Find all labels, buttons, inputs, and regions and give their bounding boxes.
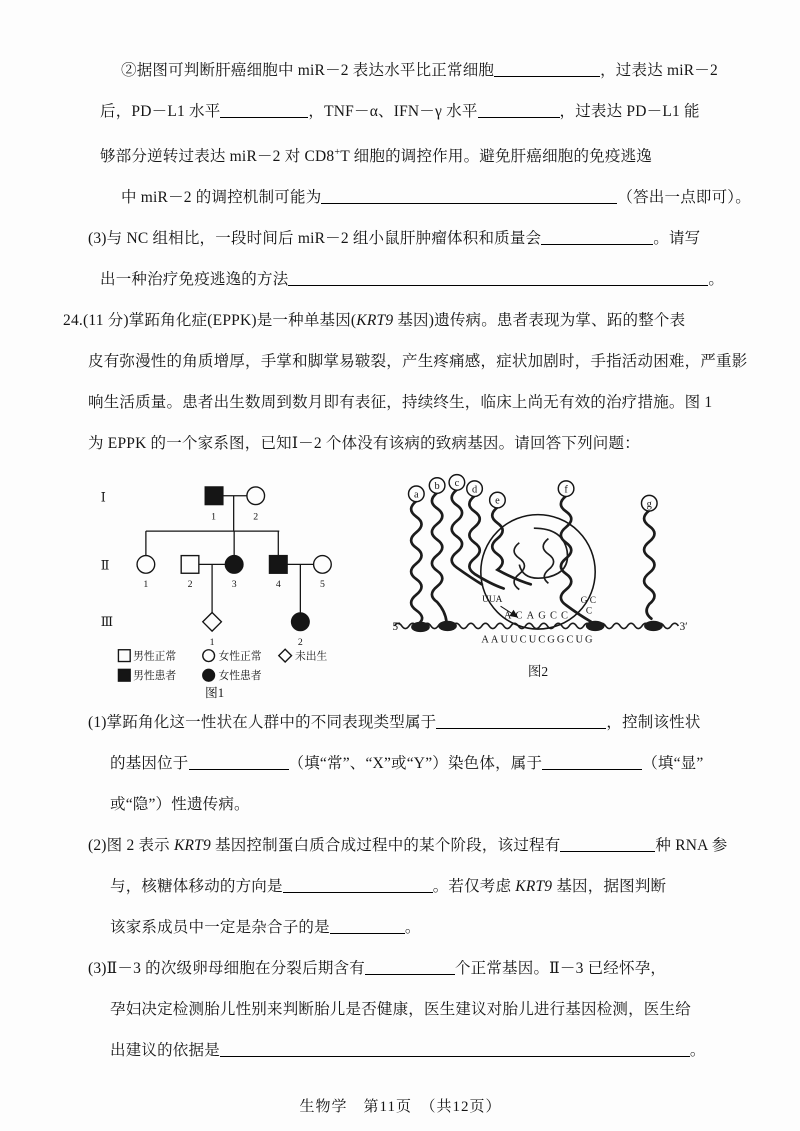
q24-2-line-3 xyxy=(63,907,738,948)
answer-blank xyxy=(321,189,617,204)
superscript-plus: + xyxy=(334,147,341,158)
ribosomes xyxy=(411,621,663,632)
text-segment: (3)Ⅱ－3 的次级卵母细胞在分裂后期含有 xyxy=(88,960,365,978)
text-segment: 。 xyxy=(689,1042,706,1060)
answer-blank xyxy=(365,960,455,975)
legend-unborn-icon xyxy=(279,649,292,662)
text-segment: 基因)遗传病。患者表现为掌、跖的整个表 xyxy=(393,312,686,330)
answer-blank xyxy=(560,837,655,852)
q24-intro-line-4 xyxy=(63,423,738,464)
text-segment: 皮有弥漫性的角质增厚，手掌和脚掌易皲裂，产生疼痛感，症状加剧时，手指活动困难，严重影 xyxy=(88,353,748,371)
ribosome-icon xyxy=(644,621,663,631)
q24-2-line-2 xyxy=(63,866,738,907)
pedigree-III-2-affected-female xyxy=(292,613,310,648)
text-segment: 。 xyxy=(404,919,421,937)
chain-label-e: e xyxy=(495,495,500,507)
translation-figure xyxy=(382,472,694,680)
chain-label-a: a xyxy=(414,489,419,501)
legend-affected-male-icon xyxy=(118,670,130,682)
pedigree-number: 4 xyxy=(275,579,281,591)
pedigree-I-2-normal-female xyxy=(247,487,265,522)
q23-line-1 xyxy=(63,50,738,91)
text-segment: ，控制该性状 xyxy=(606,714,701,732)
chain-label-g: g xyxy=(646,498,652,510)
text-segment: ，过表达 PD－L1 能 xyxy=(559,103,700,120)
text-segment: 基因控制蛋白质合成过程中的某个阶段，该过程有 xyxy=(210,837,561,855)
text-segment: 的基因位于 xyxy=(110,755,189,773)
pedigree-number: 2 xyxy=(187,579,193,591)
gc-text: G C xyxy=(580,596,596,607)
page-footer: 生物学 第11页 （共12页） xyxy=(299,1099,502,1116)
text-segment: ，过表达 miR－2 xyxy=(600,62,718,79)
text-segment: （答出一点即可）。 xyxy=(617,189,751,207)
pedigree-III-1-unborn xyxy=(203,613,222,648)
text-segment: 种 RNA 参 xyxy=(655,837,728,855)
gene-name-krt9: KRT9 xyxy=(515,878,553,896)
text-segment: 为 EPPK 的一个家系图，已知Ⅰ－2 个体没有该病的致病基因。请回答下列问题： xyxy=(88,435,640,453)
pedigree-number: 1 xyxy=(211,511,217,523)
answer-blank xyxy=(494,62,600,77)
answer-blank xyxy=(436,714,606,729)
question-23-block xyxy=(63,50,751,300)
ribosome-icon xyxy=(411,622,430,632)
text-segment: 中 miR－2 的调控机制可能为 xyxy=(121,189,322,207)
pedigree-number: 3 xyxy=(231,579,237,591)
mrna-strand xyxy=(394,623,678,628)
legend-normal-male-icon xyxy=(118,650,130,662)
figures-row xyxy=(63,472,738,700)
text-segment: 该家系成员中一定是杂合子的是 xyxy=(110,919,330,937)
answer-blank xyxy=(283,878,433,893)
text-segment: 。 xyxy=(708,271,725,289)
pedigree-figure xyxy=(89,472,344,700)
pedigree-II-1-normal-female xyxy=(137,556,155,590)
question-24-block xyxy=(63,300,748,1071)
ribosome-icon xyxy=(586,621,605,631)
pedigree-II-2-normal-male xyxy=(181,556,199,590)
text-segment: (2)图 2 表示 xyxy=(88,837,174,855)
answer-blank xyxy=(330,919,405,934)
chain-label-c: c xyxy=(454,478,460,490)
legend-affected-female-icon xyxy=(203,670,215,682)
pedigree-II-5-normal-female xyxy=(314,556,332,590)
answer-blank xyxy=(288,271,708,286)
text-segment: 孕妇决定检测胎儿性别来判断胎儿是否健康，医生建议对胎儿进行基因检测，医生给 xyxy=(110,1001,691,1019)
answer-blank xyxy=(478,103,560,118)
text-segment: （填“常”、“X”或“Y”）染色体，属于 xyxy=(288,755,543,773)
legend-label: 女性患者 xyxy=(218,670,262,683)
pedigree-II-4-affected-male xyxy=(269,556,287,590)
c-text: C xyxy=(585,606,593,617)
q24-3-line-3 xyxy=(63,1030,738,1071)
figure2-caption: 图2 xyxy=(527,663,549,679)
text-segment: 与，核糖体移动的方向是 xyxy=(110,878,283,896)
q23-line-3 xyxy=(63,132,738,177)
text-segment: ②据图可判断肝癌细胞中 miR－2 表达水平比正常细胞 xyxy=(121,62,495,79)
text-segment: （填“显” xyxy=(642,755,704,773)
pedigree-number: 2 xyxy=(253,511,259,523)
q24-1-line-3 xyxy=(63,784,738,825)
q24-3-line-1 xyxy=(63,948,738,989)
text-segment: 出一种治疗免疫逃逸的方法 xyxy=(100,271,289,289)
text-segment: 够部分逆转过表达 miR－2 对 CD8 xyxy=(100,148,335,166)
q23-line-5 xyxy=(63,218,738,259)
text-segment: 或“隐”）性遗传病。 xyxy=(110,796,250,814)
q23-line-4 xyxy=(63,177,751,218)
q24-intro-line-1 xyxy=(63,300,738,341)
legend-normal-female-icon xyxy=(203,650,215,662)
pedigree-number: 5 xyxy=(319,579,325,591)
chain-label-f: f xyxy=(564,484,568,496)
gene-name-krt9: KRT9 xyxy=(356,312,394,330)
generation-label-1: Ⅰ xyxy=(100,490,106,505)
figure1-caption: 图1 xyxy=(204,685,225,700)
answer-blank xyxy=(220,103,308,118)
ribosome-icon xyxy=(438,621,457,631)
pedigree-number: 1 xyxy=(143,579,149,591)
text-segment: 出建议的依据是 xyxy=(110,1042,220,1060)
legend-label: 女性正常 xyxy=(218,650,262,663)
legend-label: 男性患者 xyxy=(133,670,177,683)
text-segment: 24.(11 分)掌跖角化症(EPPK)是一种单基因( xyxy=(63,312,357,330)
chain-end-labels xyxy=(409,475,658,511)
pedigree-II-3-affected-female xyxy=(225,556,243,590)
text-segment: 后，PD－L1 水平 xyxy=(100,103,221,120)
text-segment: T 细胞的调控作用。避免肝癌细胞的免疫逃逸 xyxy=(340,148,652,166)
mrna-sequence-text: AAUUCUCGGCUG xyxy=(481,634,595,646)
answer-blank xyxy=(542,755,642,770)
codon-text: ACAGCC xyxy=(503,610,573,622)
text-segment: (1)掌跖角化这一性状在人群中的不同表现类型属于 xyxy=(88,714,437,732)
pedigree-number: 1 xyxy=(209,637,215,649)
q24-3-line-2 xyxy=(63,989,738,1030)
chain-label-d: d xyxy=(471,484,478,496)
legend-label: 未出生 xyxy=(294,650,328,663)
answer-blank xyxy=(220,1042,690,1057)
text-segment: (3)与 NC 组相比，一段时间后 miR－2 组小鼠肝肿瘤体积和质量会 xyxy=(88,230,542,248)
generation-label-3: Ⅲ xyxy=(100,615,114,630)
chain-label-b: b xyxy=(434,481,440,493)
q24-2-line-1 xyxy=(63,825,738,866)
text-segment: 响生活质量。患者出生数周到数月即有表征，持续终生，临床上尚无有效的治疗措施。图 1 xyxy=(88,394,713,412)
generation-label-2: Ⅱ xyxy=(100,558,110,573)
text-segment: 。若仅考虑 xyxy=(432,878,516,896)
pedigree-lines xyxy=(146,496,314,613)
pedigree-legend xyxy=(118,649,327,682)
q24-1-line-2 xyxy=(63,743,738,784)
text-segment: ，TNF－α、IFN－γ 水平 xyxy=(308,103,478,120)
text-segment: 基因，据图判断 xyxy=(552,878,667,896)
answer-blank xyxy=(189,755,289,770)
anticodon-text: UUA xyxy=(482,595,503,606)
q24-intro-line-2 xyxy=(63,341,748,382)
q23-line-6 xyxy=(63,259,738,300)
q24-1-line-1 xyxy=(63,702,738,743)
pedigree-I-1-affected-male xyxy=(205,487,223,522)
pedigree-number: 2 xyxy=(297,637,303,649)
q23-line-2 xyxy=(63,91,738,132)
polypeptide-chains xyxy=(411,490,654,624)
text-segment: 个正常基因。Ⅱ－3 已经怀孕， xyxy=(454,960,667,978)
five-prime-label: 5′ xyxy=(392,621,401,634)
three-prime-label: 3′ xyxy=(679,621,688,634)
gene-name-krt9: KRT9 xyxy=(173,837,211,855)
text-segment: 。请写 xyxy=(653,230,701,248)
legend-label: 男性正常 xyxy=(133,650,177,663)
q24-intro-line-3 xyxy=(63,382,738,423)
answer-blank xyxy=(541,230,653,245)
